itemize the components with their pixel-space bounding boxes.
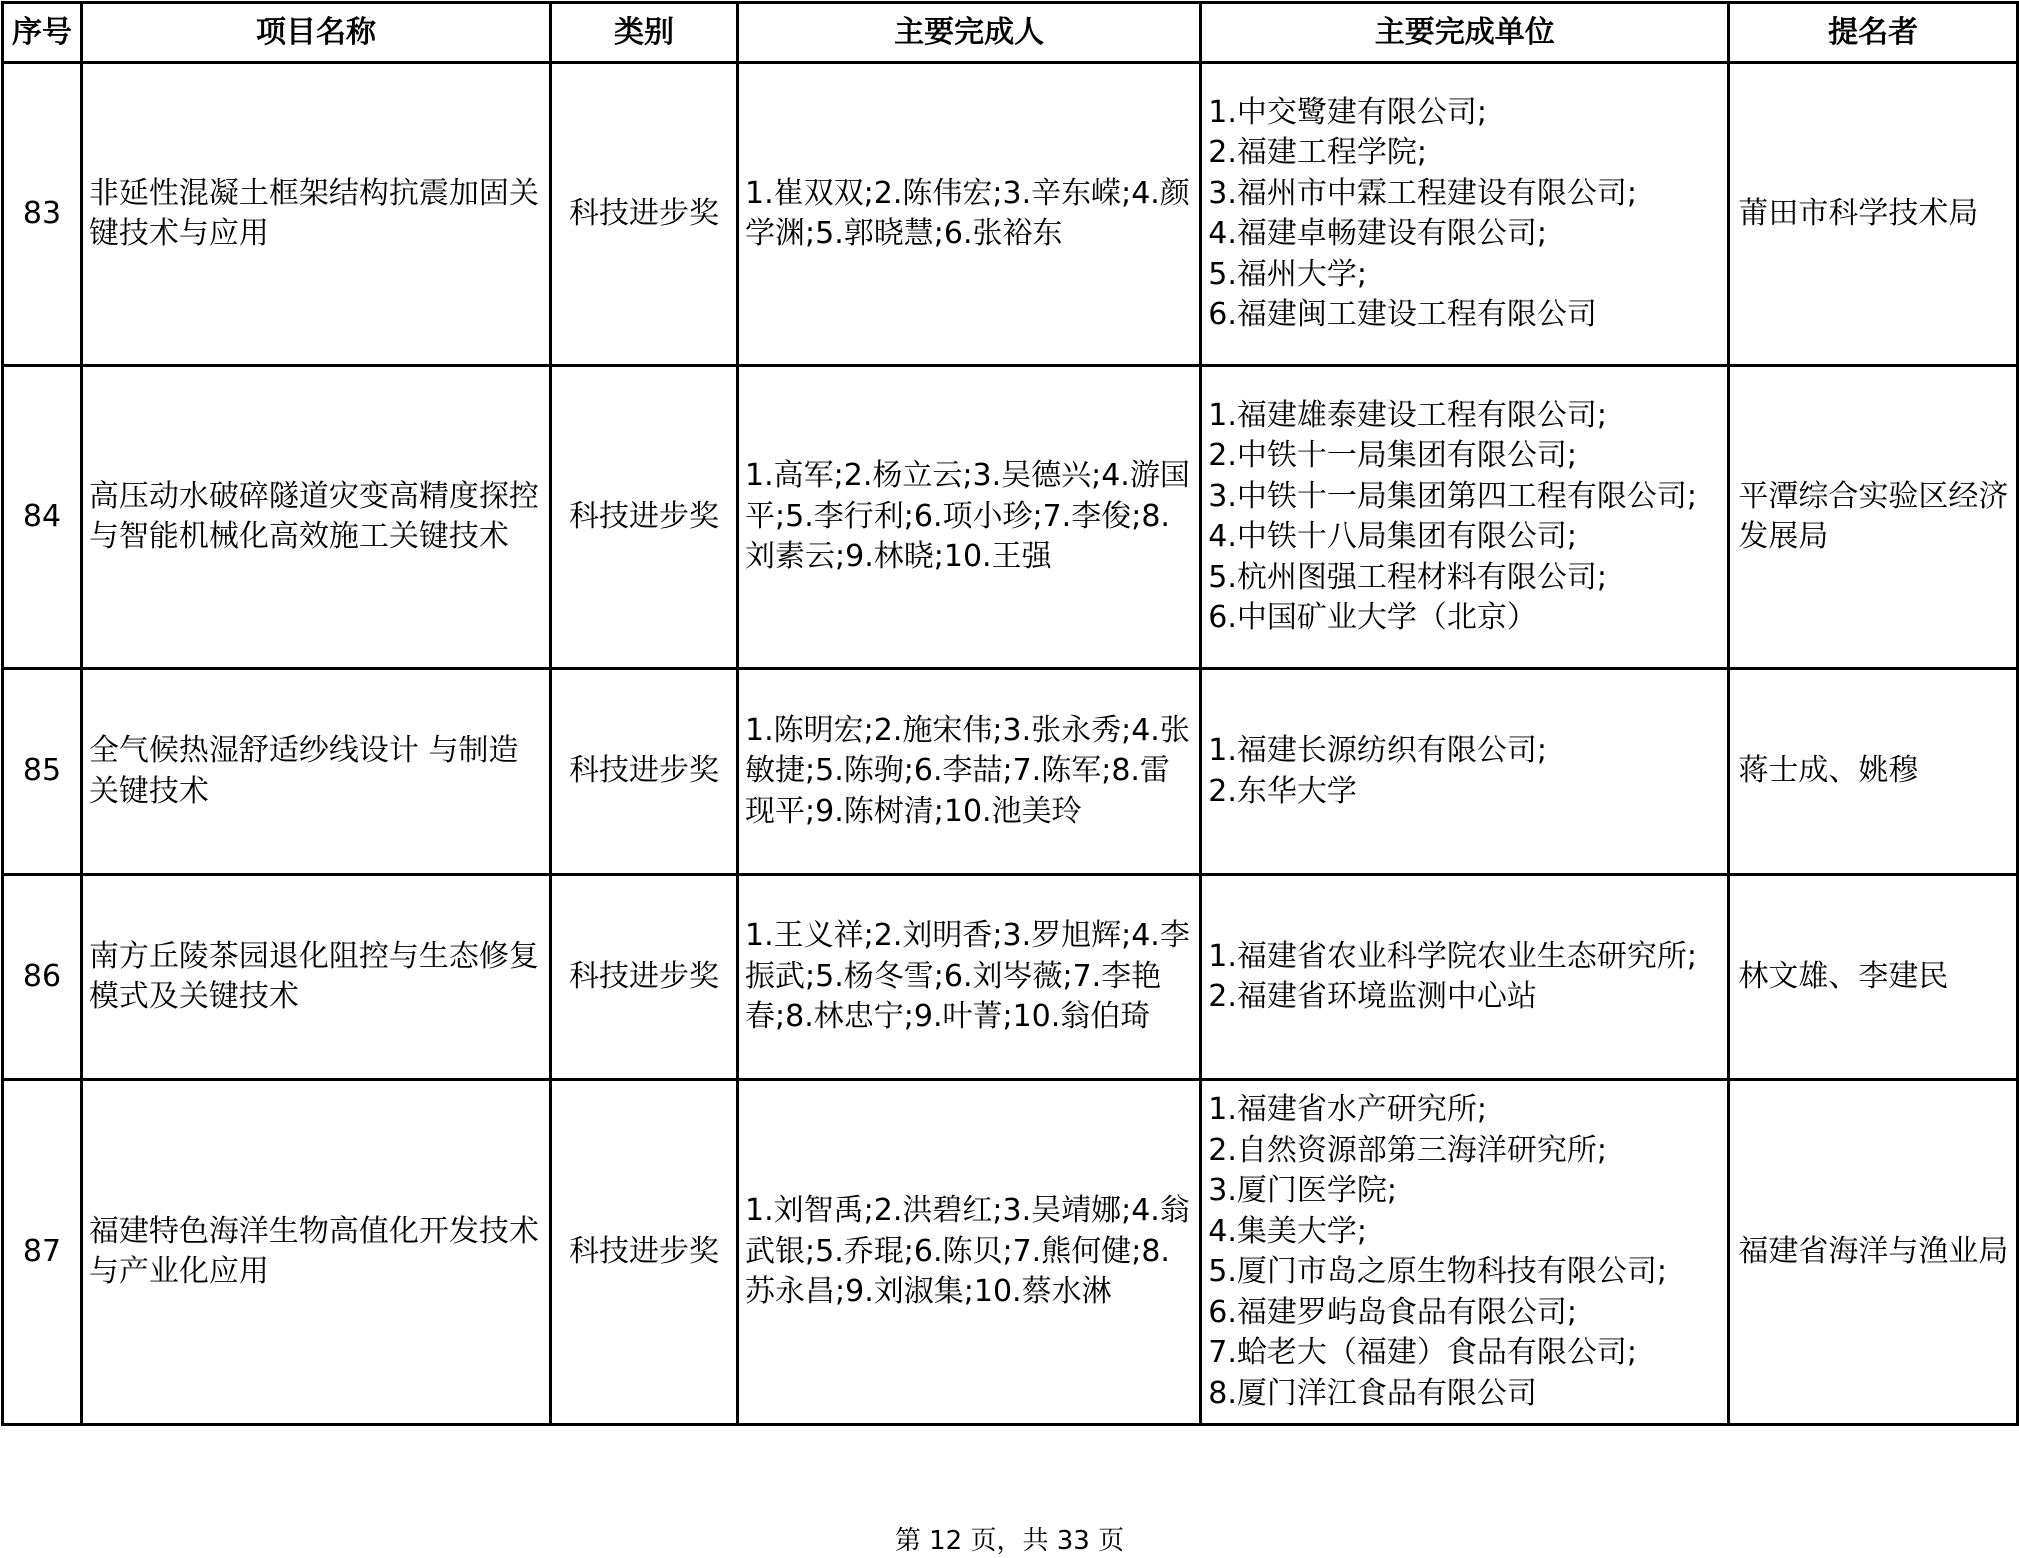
unit-line: 3.中铁十一局集团第四工程有限公司; <box>1208 478 1697 514</box>
header-people: 主要完成人 <box>738 3 1201 63</box>
project-name: 非延性混凝土框架结构抗震加固关键技术与应用 <box>81 63 550 366</box>
unit-line: 4.中铁十八局集团有限公司; <box>1208 519 1577 554</box>
nominator: 莆田市科学技术局 <box>1729 63 2018 366</box>
unit-line: 5.厦门市岛之原生物科技有限公司; <box>1208 1254 1667 1289</box>
award-category: 科技进步奖 <box>551 366 738 669</box>
award-category: 科技进步奖 <box>551 63 738 366</box>
main-units <box>1201 669 1729 875</box>
unit-line: 5.杭州图强工程材料有限公司; <box>1208 559 1607 595</box>
project-name: 高压动水破碎隧道灾变高精度探控与智能机械化高效施工关键技术 <box>81 366 550 669</box>
table-row <box>3 366 2018 669</box>
unit-line: 4.福建卓畅建设有限公司; <box>1208 216 1547 251</box>
main-units <box>1201 1080 1729 1425</box>
award-category: 科技进步奖 <box>551 875 738 1080</box>
row-number: 84 <box>3 366 82 669</box>
header-row <box>3 3 2018 63</box>
award-category: 科技进步奖 <box>551 1080 738 1425</box>
nominator: 福建省海洋与渔业局 <box>1729 1080 2018 1425</box>
unit-line: 6.福建闽工建设工程有限公司 <box>1208 297 1597 332</box>
awards-table <box>1 1 2019 1426</box>
unit-line: 1.福建省水产研究所; <box>1208 1092 1487 1127</box>
main-people: 1.王义祥;2.刘明香;3.罗旭辉;4.李振武;5.杨冬雪;6.刘岑薇;7.李艳春;8.林忠宁;9.叶菁;10.翁伯琦 <box>738 875 1201 1080</box>
unit-line: 2.福建省环境监测中心站 <box>1208 979 1537 1014</box>
table-row <box>3 669 2018 875</box>
award-category: 科技进步奖 <box>551 669 738 875</box>
row-number: 85 <box>3 669 82 875</box>
unit-line: 2.中铁十一局集团有限公司; <box>1208 438 1577 473</box>
unit-line: 8.厦门洋江食品有限公司 <box>1208 1375 1537 1411</box>
unit-line: 2.福建工程学院; <box>1208 135 1427 170</box>
unit-line: 1.中交鹭建有限公司; <box>1208 94 1487 130</box>
unit-line: 2.东华大学 <box>1208 773 1357 809</box>
project-name: 全气候热湿舒适纱线设计 与制造关键技术 <box>81 669 550 875</box>
nominator: 蒋士成、姚穆 <box>1729 669 2018 875</box>
header-units: 主要完成单位 <box>1201 3 1729 63</box>
unit-line: 7.蛤老大（福建）食品有限公司; <box>1208 1335 1637 1370</box>
main-people: 1.高军;2.杨立云;3.吴德兴;4.游国平;5.李行利;6.项小珍;7.李俊;8.刘素云;9.林晓;10.王强 <box>738 366 1201 669</box>
project-name: 南方丘陵茶园退化阻控与生态修复模式及关键技术 <box>81 875 550 1080</box>
unit-line: 5.福州大学; <box>1208 256 1367 292</box>
table-row <box>3 63 2018 366</box>
header-category: 类别 <box>551 3 738 63</box>
main-people: 1.陈明宏;2.施宋伟;3.张永秀;4.张敏捷;5.陈驹;6.李喆;7.陈军;8.雷现平;9.陈树清;10.池美玲 <box>738 669 1201 875</box>
project-name: 福建特色海洋生物高值化开发技术与产业化应用 <box>81 1080 550 1425</box>
main-people: 1.崔双双;2.陈伟宏;3.辛东嵘;4.颜学渊;5.郭晓慧;6.张裕东 <box>738 63 1201 366</box>
unit-line: 2.自然资源部第三海洋研究所; <box>1208 1132 1607 1168</box>
nominator: 平潭综合实验区经济发展局 <box>1729 366 2018 669</box>
main-units <box>1201 366 1729 669</box>
unit-line: 1.福建雄泰建设工程有限公司; <box>1208 397 1607 433</box>
header-num: 序号 <box>3 3 82 63</box>
table-row <box>3 875 2018 1080</box>
unit-line: 6.福建罗屿岛食品有限公司; <box>1208 1294 1577 1330</box>
unit-line: 1.福建长源纺织有限公司; <box>1208 733 1547 768</box>
header-project-name: 项目名称 <box>81 3 550 63</box>
page-footer: 第 12 页，共 33 页 <box>894 1526 1125 1556</box>
unit-line: 3.厦门医学院; <box>1208 1173 1397 1208</box>
nominator: 林文雄、李建民 <box>1729 875 2018 1080</box>
main-units <box>1201 875 1729 1080</box>
header-nominator: 提名者 <box>1729 3 2018 63</box>
row-number: 86 <box>3 875 82 1080</box>
unit-line: 6.中国矿业大学（北京） <box>1208 600 1537 635</box>
unit-line: 3.福州市中霖工程建设有限公司; <box>1208 175 1637 211</box>
row-number: 87 <box>3 1080 82 1425</box>
main-units <box>1201 63 1729 366</box>
table-row <box>3 1080 2018 1425</box>
main-people: 1.刘智禹;2.洪碧红;3.吴靖娜;4.翁武银;5.乔琨;6.陈贝;7.熊何健;8.苏永昌;9.刘淑集;10.蔡水淋 <box>738 1080 1201 1425</box>
unit-line: 4.集美大学; <box>1208 1213 1367 1249</box>
row-number: 83 <box>3 63 82 366</box>
unit-line: 1.福建省农业科学院农业生态研究所; <box>1208 938 1697 974</box>
